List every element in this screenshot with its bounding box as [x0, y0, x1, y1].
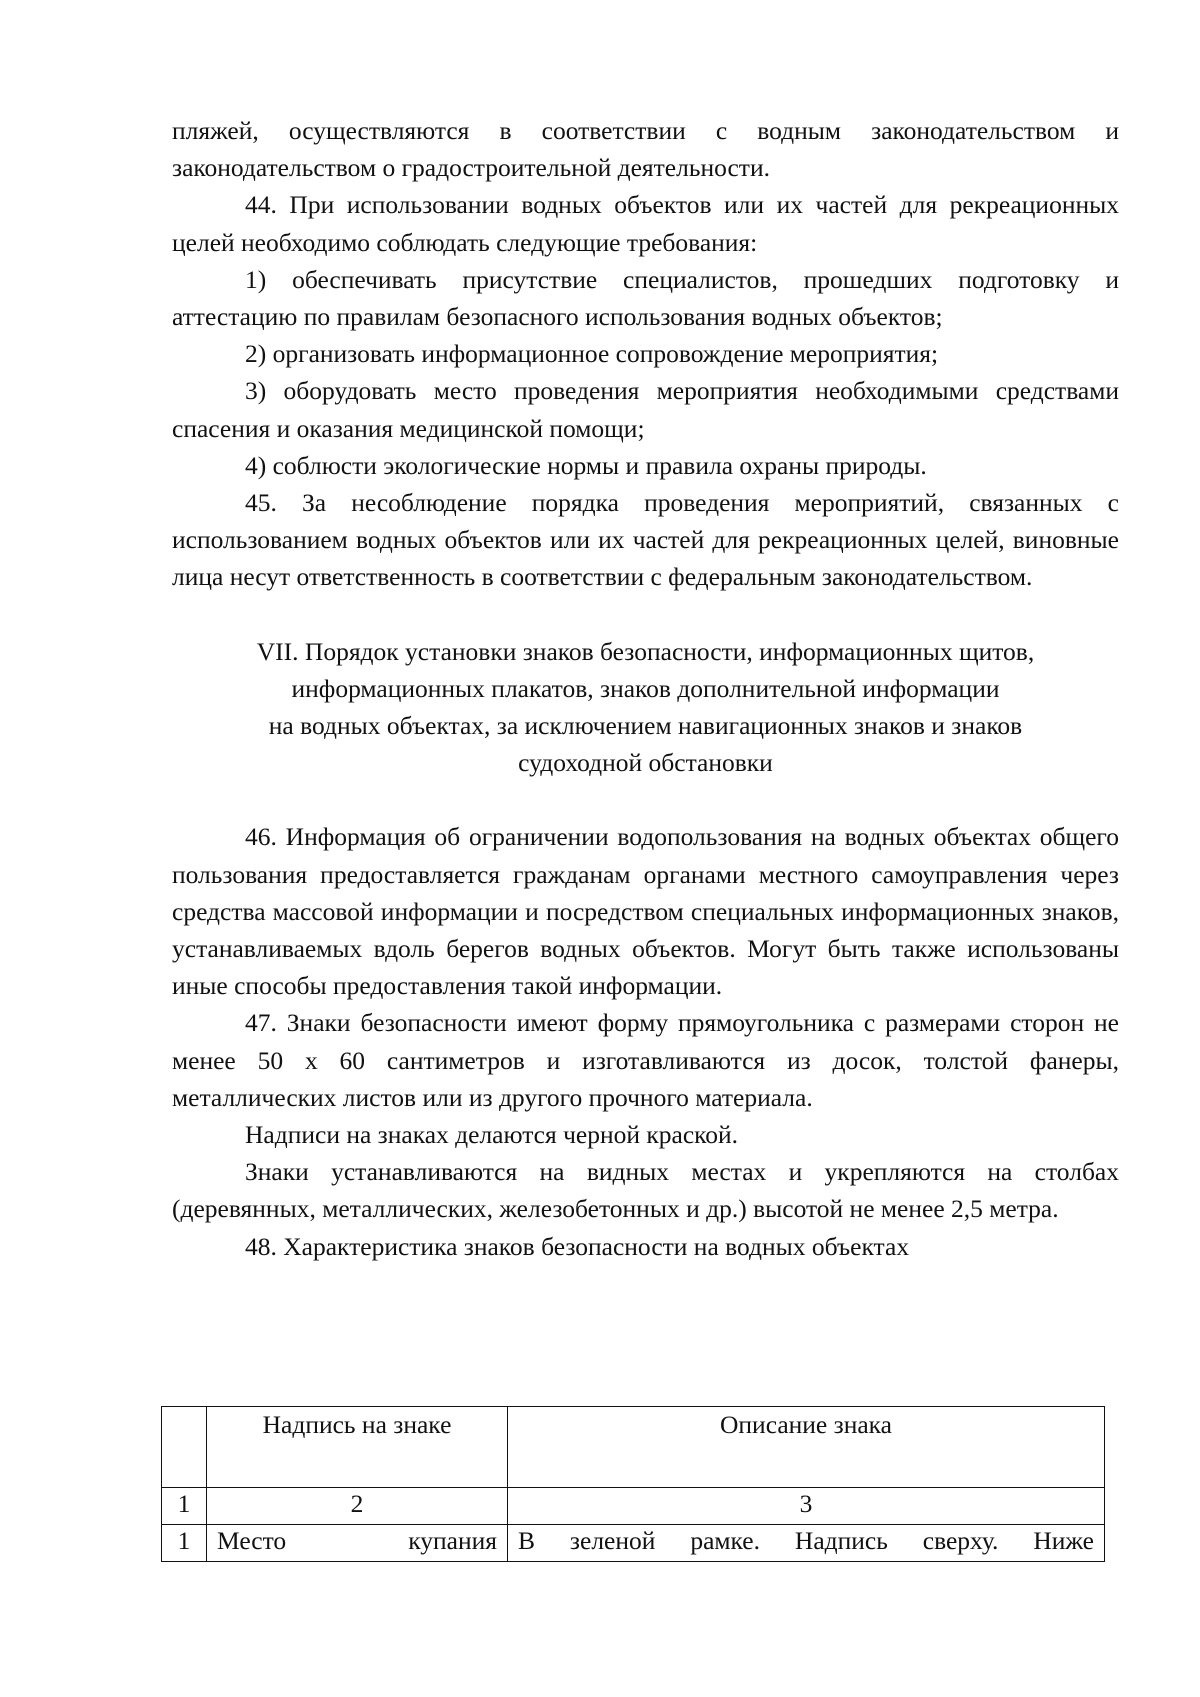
section-heading-line: VII. Порядок установки знаков безопасности, информационных щитов, — [256, 636, 1035, 666]
table-row — [162, 1525, 1105, 1562]
table-header-row — [162, 1407, 1105, 1488]
table-cell — [508, 1525, 1105, 1562]
list-item-2: 2) организовать информационное сопровождение мероприятия; — [245, 339, 939, 369]
table-index-cell: 1 — [162, 1488, 207, 1525]
paragraph-47: 47. Знаки безопасности имеют форму прямоугольника с размерами сторон не менее 50 х 60 сантиметров и изготавливаются из досок, толстой фанеры, металлических листов или из другого прочного материала. — [172, 1008, 1119, 1112]
list-item-3: 3) оборудовать место проведения мероприятия необходимыми средствами спасения и оказания медицинской помощи; — [172, 376, 1119, 443]
table-header-cell: Описание знака — [508, 1407, 1105, 1488]
paragraph-45: 45. За несоблюдение порядка проведения мероприятий, связанных с использованием водных объектов или их частей для рекреационных целей, виновные лица несут ответственность в соответствии с федеральным законодательством. — [172, 488, 1119, 592]
table-index-row — [162, 1488, 1105, 1525]
paragraph-continuation: пляжей, осуществляются в соответствии с водным законодательством и законодательством о градостроительной деятельности. — [172, 116, 1119, 183]
section-heading — [172, 633, 1119, 782]
paragraph-44: 44. При использовании водных объектов или их частей для рекреационных целей необходимо соблюдать следующие требования: — [172, 190, 1119, 257]
paragraph-inscriptions: Надписи на знаках делаются черной краской. — [245, 1120, 739, 1150]
table-index-cell: 2 — [207, 1488, 508, 1525]
table-header-cell: Надпись на знаке — [207, 1407, 508, 1488]
section-heading-line: информационных плакатов, знаков дополнительной информации — [291, 673, 1000, 703]
paragraph-46: 46. Информация об ограничении водопользования на водных объектах общего пользования предоставляется гражданам органами местного самоуправления через средства массовой информации и посредством специальных информационных знаков, устанавливаемых вдоль берегов водных объектов. Могут быть также использованы иные способы предоставления такой информации. — [172, 822, 1119, 1001]
table-cell-text: В зеленой рамке. Надпись сверху. Ниже — [518, 1526, 1094, 1555]
section-heading-line: судоходной обстановки — [518, 748, 773, 778]
document-page — [172, 112, 1119, 1265]
list-item-1: 1) обеспечивать присутствие специалистов, прошедших подготовку и аттестацию по правилам безопасного использования водных объектов; — [172, 264, 1119, 332]
section-heading-line: на водных объектах, за исключением навигационных знаков и знаков — [268, 711, 1023, 741]
table-cell — [207, 1525, 508, 1562]
table-header-cell — [162, 1407, 207, 1488]
signs-table — [161, 1406, 1105, 1562]
table-index-cell: 3 — [508, 1488, 1105, 1525]
table-cell-text: Место купания — [217, 1526, 497, 1555]
table-cell: 1 — [162, 1525, 207, 1562]
list-item-4: 4) соблюсти экологические нормы и правила охраны природы. — [245, 450, 927, 480]
paragraph-installation: Знаки устанавливаются на видных местах и укрепляются на столбах (деревянных, металлических, железобетонных и др.) высотой не менее 2,5 метра. — [172, 1157, 1119, 1224]
paragraph-48: 48. Характеристика знаков безопасности на водных объектах — [245, 1231, 910, 1261]
